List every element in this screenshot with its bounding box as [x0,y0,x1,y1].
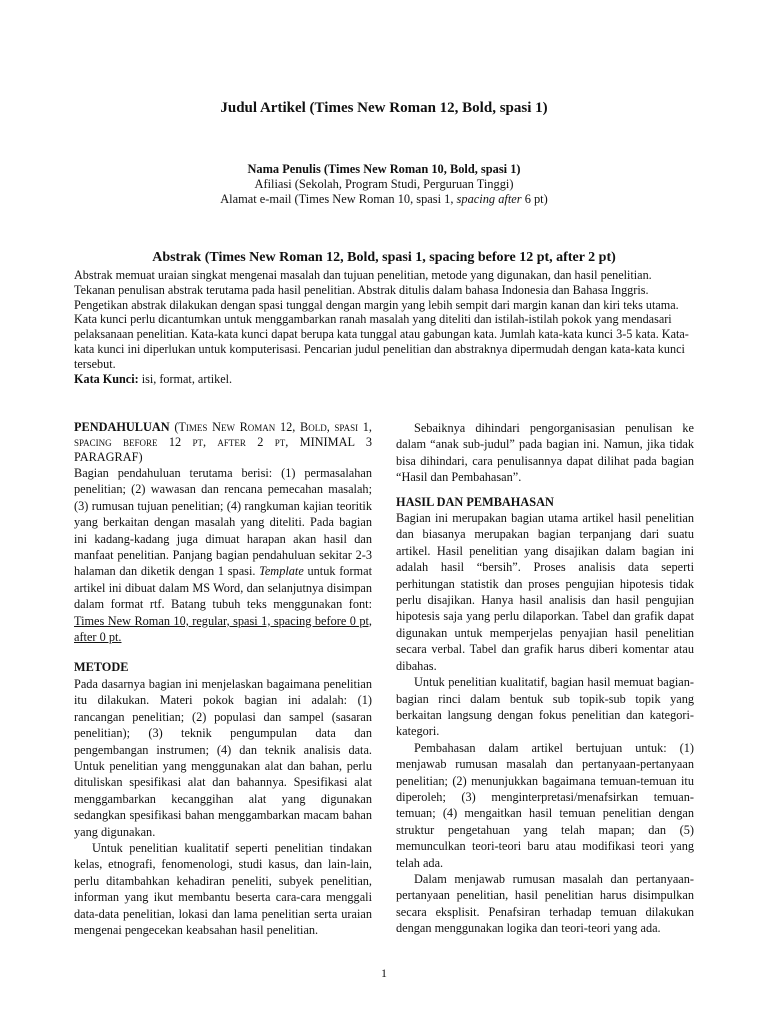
author-affiliation: Afiliasi (Sekolah, Program Studi, Perguruan Tinggi) [254,177,514,191]
email-prefix: Alamat e-mail (Times New Roman 10, spasi 1, [220,192,457,206]
metode-heading: METODE [74,660,129,675]
hasil-paragraph-4: Dalam menjawab rumusan masalah dan pertanyaan-pertanyaan penelitian, hasil penelitian harus disimpulkan secara eksplisit. Penafsiran terhadap temuan dilakukan dengan menggunakan logika dan teori-teori yang ada. [396,871,694,936]
page-number: 1 [381,966,387,980]
keywords-value: isi, format, artikel. [138,371,233,386]
abstract-block [74,268,694,386]
intro-heading-main: PENDAHULUAN [74,420,170,434]
abstract-body: Abstrak memuat uraian singkat mengenai masalah dan tujuan penelitian, metode yang digunakan, dan hasil penelitian. Tekanan penulisan abstrak terutama pada hasil penelitian. Abstrak ditulis dalam bahasa Indonesia dan Bahasa Inggris. Pengetikan abstrak dilakukan dengan spasi tunggal dengan margin yang lebih sempit dari margin kanan dan kiri teks utama. Kata kunci perlu dicantumkan untuk menggambarkan ranah masalah yang diteliti dan istilah-istilah pokok yang mendasari pelaksanaan penelitian. Kata-kata kunci dapat berupa kata tunggal atau gabungan kata. Jumlah kata-kata kunci 3-5 kata. Kata-kata kunci ini diperlukan untuk komputerisasi. Pencarian judul penelitian dan abstraknya dipermudah dengan kata-kata kunci tersebut. [74,268,689,371]
intro-p1-underline: Times New Roman 10, regular, spasi 1, spacing before 0 pt, after 0 pt. [74,613,372,645]
author-email [0,192,768,207]
metode-paragraph-2: Untuk penelitian kualitatif seperti penelitian tindakan kelas, etnografi, fenomenologi, studi kasus, dan lain-lain, perlu ditambahkan kehadiran peneliti, subyek penelitian, informan yang ikut membantu beserta cara-cara menggali data-data penelitian, lokasi dan lama penelitian serta uraian mengenai pengecekan keabsahan hasil penelitian. [74,840,372,937]
email-suffix: 6 pt) [521,192,548,206]
hasil-paragraph-2: Untuk penelitian kualitatif, bagian hasil memuat bagian-bagian rinci dalam bentuk sub topik-sub topik yang berkaitan langsung dengan fokus penelitian dan kategori-kategori. [396,675,694,739]
right-column [396,420,694,937]
subheading-note-paragraph: Sebaiknya dihindari pengorganisasian penulisan ke dalam “anak sub-judul” pada bagian ini. Namun, jika tidak bisa dihindari, cara penulisannya dapat dilihat pada bagian “Hasil dan Pembahasan”. [396,421,694,485]
author-name: Nama Penulis (Times New Roman 10, Bold, spasi 1) [247,162,521,176]
hasil-paragraph-1: Bagian ini merupakan bagian utama artikel hasil penelitian dan biasanya merupakan bagian terpanjang dari suatu artikel. Hasil penelitian yang disajikan dalam bagian ini adalah hasil “bersih”. Proses analisis data seperti perhitungan statistik dan proses pengujian hipotesis tidak perlu disajikan. Hanya hasil analisis dan hasil pengujian hipotesis saja yang perlu dilaporkan. Tabel dan grafik dapat digunakan untuk memperjelas penyajian hasil penelitian secara verbal. Tabel dan grafik harus diberi komentar atau dibahas. [396,511,694,673]
hasil-heading: HASIL DAN PEMBAHASAN [396,494,554,509]
metode-paragraph-1: Pada dasarnya bagian ini menjelaskan bagaimana penelitian itu dilakukan. Materi pokok bagian ini adalah: (1) rancangan penelitian; (2) populasi dan sampel (sasaran penelitian); (3) teknik pengumpulan data dan pengembangan instrumen; (4) dan teknik analisis data. Untuk penelitian yang menggunakan alat dan bahan, perlu dituliskan spesifikasi alat dan bahannya. Spesifikasi alat menggambarkan kecanggihan alat yang digunakan sedangkan spesifikasi bahan menggambarkan macam bahan yang digunakan. [74,676,372,839]
left-column [74,420,372,938]
email-italic: spacing after [456,192,522,206]
intro-heading [74,420,372,465]
intro-paragraph [74,465,372,645]
intro-p1-italic: Template [259,564,304,579]
intro-p1-a: Bagian pendahuluan terutama berisi: (1) permasalahan penelitian; (2) wawasan dan rencana pemecahan masalah; (3) rumusan tujuan penelitian; (4) rangkuman kajian teoritik yang berkaitan dengan masalah yang diteliti. Pada bagian ini kadang-kadang juga dimuat harapan akan hasil dan manfaat penelitian. Panjang bagian pendahuluan sekitar 2-3 halaman dan diketik dengan 1 spasi. [74,466,372,579]
author-block [0,162,768,207]
intro-heading-rest: (Times New Roman 12, Bold, spasi 1, spacing before 12 pt, after 2 pt, MINIMAL 3 PARAGRAF) [74,420,372,464]
keywords-line [74,372,694,387]
intro-p1-b: untuk format artikel ini dibuat dalam MS Word, dan selanjutnya disimpan dalam format rtf. Batang tubuh teks menggunakan font: [74,564,372,612]
abstract-heading: Abstrak (Times New Roman 12, Bold, spasi 1, spacing before 12 pt, after 2 pt) [152,250,616,265]
keywords-label: Kata Kunci: [74,371,139,386]
article-title: Judul Artikel (Times New Roman 12, Bold, spasi 1) [220,100,548,116]
hasil-paragraph-3: Pembahasan dalam artikel bertujuan untuk: (1) menjawab rumusan masalah dan pertanyaan-pertanyaan penelitian; (2) menunjukkan bagaimana temuan-temuan itu diperoleh; (3) menginterpretasi/menafsirkan temuan-temuan; (4) mengaitkan hasil temuan penelitian dengan struktur pengetahuan yang telah mapan; dan (5) memunculkan teori-teori baru atau modifikasi teori yang telah ada. [396,740,694,870]
